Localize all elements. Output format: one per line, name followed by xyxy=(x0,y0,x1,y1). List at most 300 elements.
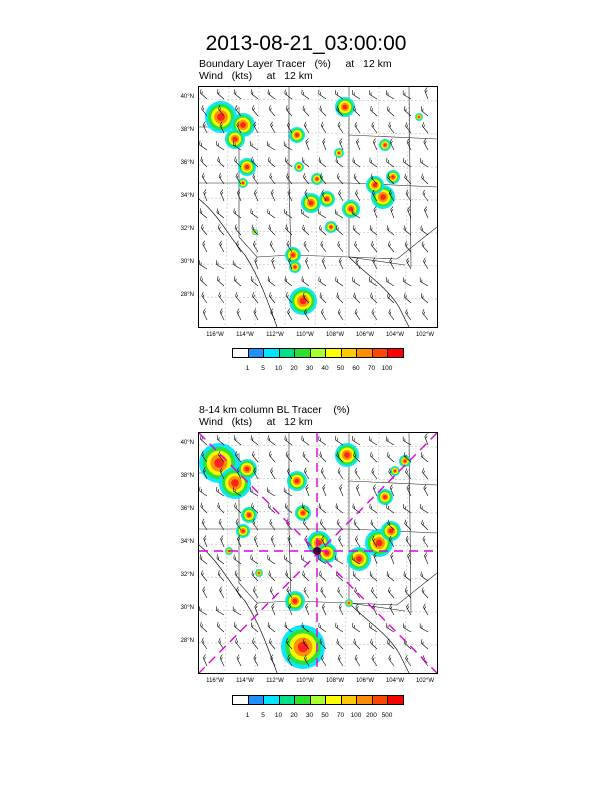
wind-barb xyxy=(369,571,380,581)
colorbar-swatch xyxy=(372,695,389,705)
wind-barb xyxy=(251,451,261,462)
wind-barb xyxy=(266,555,277,564)
wind-barb xyxy=(351,158,362,167)
tracer-plume xyxy=(390,466,400,476)
wind-barb xyxy=(337,122,346,133)
wind-barb xyxy=(371,655,380,666)
barb-shaft xyxy=(271,125,276,133)
latitude-tick-label: 36°N xyxy=(180,506,194,512)
wind-barb xyxy=(231,260,242,269)
barb-flag xyxy=(306,487,309,489)
wind-barb xyxy=(285,105,295,116)
wind-barb xyxy=(249,555,260,564)
overlay-center-marker xyxy=(313,547,321,555)
wind-barb xyxy=(419,504,430,513)
barb-flag xyxy=(402,158,406,162)
wind-barb xyxy=(232,555,243,564)
wind-barb xyxy=(216,622,227,632)
wind-barb xyxy=(235,587,244,598)
barb-shaft xyxy=(422,178,428,184)
barb-flag xyxy=(282,141,285,145)
barb-shaft xyxy=(321,125,326,133)
wind-barb xyxy=(285,173,295,184)
tracer-plume xyxy=(366,176,384,194)
barb-shaft xyxy=(374,556,377,564)
barb-shaft xyxy=(253,590,258,598)
wind-barb xyxy=(300,277,311,286)
wind-barb xyxy=(232,209,243,218)
barb-flag xyxy=(334,209,338,213)
barb-flag xyxy=(419,504,423,508)
wind-barb xyxy=(266,276,277,286)
tracer-plume xyxy=(285,247,301,263)
wind-barb xyxy=(202,309,210,320)
state-boundary xyxy=(199,183,257,257)
wind-barb xyxy=(236,655,244,666)
latitude-tick-label: 38°N xyxy=(180,127,194,133)
wind-barb xyxy=(404,309,413,320)
barb-shaft xyxy=(424,142,428,150)
barb-shaft xyxy=(285,161,292,167)
barb-shaft xyxy=(388,591,394,598)
wind-barb xyxy=(388,655,397,666)
barb-shaft xyxy=(390,261,394,269)
tracer-contour xyxy=(258,572,260,574)
coastline xyxy=(199,199,277,327)
wind-barb xyxy=(283,555,294,564)
tracer-contour xyxy=(418,116,420,118)
wind-barb xyxy=(249,89,260,99)
tracer-contour xyxy=(231,479,239,487)
barb-shaft xyxy=(251,439,258,445)
wind-barb xyxy=(203,189,210,201)
barb-shaft xyxy=(268,439,275,445)
barb-shaft xyxy=(321,471,326,479)
wind-barb xyxy=(283,436,294,445)
barb-shaft xyxy=(319,627,326,632)
barb-shaft xyxy=(420,508,428,513)
barb-shaft xyxy=(233,611,241,616)
wind-barb xyxy=(422,190,431,201)
barb-shaft xyxy=(356,142,360,150)
tracer-contour xyxy=(245,165,249,169)
wind-barb xyxy=(352,639,362,649)
barb-shaft xyxy=(389,659,394,666)
colorbar-label: 30 xyxy=(305,365,314,372)
latitude-tick-label: 28°N xyxy=(180,638,194,644)
wind-barb xyxy=(233,435,244,445)
wind-barb xyxy=(287,190,295,201)
colorbar-label: 10 xyxy=(274,365,283,372)
wind-barb xyxy=(386,639,396,649)
wind-barb xyxy=(237,190,245,201)
latitude-tick-label: 34°N xyxy=(180,539,194,545)
barb-shaft xyxy=(199,264,207,269)
barb-shaft xyxy=(353,627,360,632)
barb-shaft xyxy=(217,212,224,218)
wind-barb xyxy=(268,451,278,462)
wind-barb xyxy=(368,90,379,99)
wind-barb xyxy=(386,452,397,462)
wind-barb xyxy=(215,208,226,218)
wind-barb xyxy=(355,604,363,615)
wind-barb xyxy=(388,309,397,320)
tracer-map-top xyxy=(198,86,438,328)
wind-barb xyxy=(320,122,329,133)
barb-flag xyxy=(356,485,360,488)
wind-barb xyxy=(406,604,415,615)
wind-barb xyxy=(266,622,277,632)
wind-barb xyxy=(252,173,261,184)
wind-barb xyxy=(385,436,396,445)
barb-flag xyxy=(300,209,304,213)
wind-barb xyxy=(424,207,432,218)
barb-shaft xyxy=(269,575,275,581)
barb-shaft xyxy=(403,627,411,632)
barb-shaft xyxy=(267,491,275,496)
barb-shaft xyxy=(252,296,258,303)
barb-shaft xyxy=(339,539,344,547)
colorbar-label: 30 xyxy=(305,712,314,719)
wind-barb xyxy=(215,260,226,269)
barb-flag xyxy=(334,436,338,440)
wind-barb xyxy=(421,468,431,479)
barb-shaft xyxy=(355,193,360,201)
wind-barb xyxy=(318,106,328,116)
wind-barb xyxy=(200,570,210,581)
wind-barb xyxy=(385,225,396,235)
barb-flag xyxy=(356,139,360,142)
barb-shaft xyxy=(421,576,428,581)
barb-shaft xyxy=(217,145,224,150)
colorbar-swatch xyxy=(356,695,373,705)
wind-barb xyxy=(369,520,379,530)
barb-shaft xyxy=(202,296,207,303)
wind-barb xyxy=(233,89,244,99)
wind-barb xyxy=(336,241,345,252)
tracer-plume xyxy=(287,471,307,491)
wind-barb xyxy=(385,158,396,167)
wind-barb xyxy=(320,587,329,598)
wind-barb xyxy=(250,276,261,286)
barb-shaft xyxy=(338,245,343,252)
tracer-plume xyxy=(237,459,257,479)
barb-shaft xyxy=(355,659,360,666)
barb-shaft xyxy=(302,440,309,445)
wind-barb xyxy=(301,452,311,462)
barb-shaft xyxy=(355,313,360,320)
wind-barb xyxy=(404,655,413,666)
tracer-plume xyxy=(415,113,423,121)
barb-shaft xyxy=(404,575,411,581)
barb-shaft xyxy=(218,161,224,167)
tracer-contour xyxy=(330,226,333,229)
barb-flag xyxy=(402,623,406,627)
barb-shaft xyxy=(355,539,360,547)
wind-barb xyxy=(424,553,432,564)
barb-shaft xyxy=(304,125,309,133)
barb-shaft xyxy=(303,455,309,462)
wind-barb xyxy=(402,571,413,581)
barb-shaft xyxy=(220,590,225,598)
latitude-tick-label: 34°N xyxy=(180,193,194,199)
barb-shaft xyxy=(255,261,258,269)
barb-shaft xyxy=(254,193,258,201)
wind-barb xyxy=(351,623,362,632)
wind-barb xyxy=(199,208,209,218)
barb-shaft xyxy=(335,559,343,564)
barb-shaft xyxy=(284,146,292,151)
tracer-contour xyxy=(295,479,300,484)
barb-shaft xyxy=(421,456,428,462)
wind-barb xyxy=(266,209,277,218)
wind-barb xyxy=(370,241,380,252)
barb-shaft xyxy=(269,109,275,116)
tracer-contour xyxy=(301,511,305,515)
latitude-tick-label: 36°N xyxy=(180,160,194,166)
barb-shaft xyxy=(391,556,394,564)
barb-shaft xyxy=(389,126,394,133)
barb-shaft xyxy=(234,439,241,445)
wind-barb xyxy=(368,158,379,167)
barb-shaft xyxy=(235,228,241,235)
latitude-tick-label: 28°N xyxy=(180,292,194,298)
longitude-tick-label: 104°W xyxy=(385,678,405,684)
barb-shaft xyxy=(354,110,360,116)
barb-shaft xyxy=(204,193,207,201)
colorbar-label: 50 xyxy=(321,712,329,719)
longitude-tick-label: 102°W xyxy=(415,678,435,684)
barb-flag xyxy=(351,623,355,627)
wind-barb xyxy=(371,309,380,320)
barb-shaft xyxy=(370,110,377,116)
colorbar-swatch xyxy=(294,348,311,358)
wind-barb xyxy=(386,106,397,116)
wind-barb xyxy=(335,639,345,649)
tracer-contour xyxy=(242,182,244,184)
barb-shaft xyxy=(200,439,207,445)
barb-shaft xyxy=(386,281,394,286)
colorbar-swatch xyxy=(356,348,373,358)
barb-shaft xyxy=(339,607,343,615)
barb-shaft xyxy=(235,296,241,303)
barb-shaft xyxy=(254,658,258,666)
wind-barb xyxy=(354,468,363,479)
wind-barb xyxy=(215,554,226,564)
wind-barb xyxy=(305,258,313,269)
barb-shaft xyxy=(306,488,309,496)
longitude-tick-label: 110°W xyxy=(296,678,314,684)
barb-shaft xyxy=(336,229,343,235)
barb-shaft xyxy=(271,658,275,666)
barb-shaft xyxy=(285,559,292,564)
wind-barb xyxy=(300,436,311,445)
colorbar-label: 40 xyxy=(321,365,329,372)
wind-barb xyxy=(215,141,226,150)
barb-shaft xyxy=(370,575,377,581)
wind-barb xyxy=(283,90,294,99)
wind-barb xyxy=(199,276,209,286)
barb-shaft xyxy=(319,281,326,286)
barb-shaft xyxy=(251,93,258,99)
map-canvas xyxy=(199,433,437,673)
wind-barb xyxy=(387,587,397,598)
barb-shaft xyxy=(337,297,343,303)
wind-barb xyxy=(370,587,380,598)
tracer-contour xyxy=(343,105,348,110)
wind-barb xyxy=(318,571,328,581)
wind-barb xyxy=(424,433,431,445)
wind-barb xyxy=(403,174,413,184)
barb-shaft xyxy=(354,643,360,649)
barb-shaft xyxy=(373,142,377,150)
colorbar-swatch xyxy=(279,695,296,705)
wind-barb xyxy=(199,503,209,513)
wind-barb xyxy=(353,173,363,184)
barb-shaft xyxy=(234,626,241,632)
wind-barb xyxy=(402,225,413,235)
wind-barb xyxy=(301,225,311,235)
barb-shaft xyxy=(336,281,343,286)
wind-barb xyxy=(385,90,396,99)
longitude-tick-label: 114°W xyxy=(236,678,254,684)
wind-barb xyxy=(402,158,413,167)
longitude-tick-label: 110°W xyxy=(296,332,314,338)
wind-barb xyxy=(218,173,227,184)
barb-flag xyxy=(424,553,428,556)
barb-shaft xyxy=(406,659,411,666)
wind-barb xyxy=(270,190,278,201)
colorbar-swatch xyxy=(341,348,358,358)
barb-shaft xyxy=(320,456,326,462)
wind-barb xyxy=(236,309,244,320)
barb-shaft xyxy=(338,591,343,598)
latitude-gridline xyxy=(199,577,437,579)
barb-shaft xyxy=(237,658,241,666)
wind-barb xyxy=(418,277,429,286)
barb-shaft xyxy=(321,245,326,252)
wind-barb xyxy=(220,536,228,547)
barb-shaft xyxy=(391,210,394,218)
barb-shaft xyxy=(302,281,309,286)
wind-barb xyxy=(284,225,294,235)
wind-barb xyxy=(368,504,379,513)
barb-shaft xyxy=(219,296,224,303)
barb-shaft xyxy=(251,280,258,286)
barb-flag xyxy=(271,603,275,606)
barb-flag xyxy=(305,138,309,141)
barb-shaft xyxy=(387,643,394,649)
tracer-plume xyxy=(238,178,248,188)
wind-barb xyxy=(199,554,209,564)
wind-barb xyxy=(219,309,227,320)
wind-barb xyxy=(403,520,413,530)
wind-barb xyxy=(387,241,397,252)
tracer-contour xyxy=(384,144,387,147)
barb-flag xyxy=(334,623,338,627)
barb-flag xyxy=(322,484,326,487)
tracer-plume xyxy=(255,569,263,577)
wind-barb xyxy=(353,519,363,530)
barb-shaft xyxy=(254,125,258,133)
barb-shaft xyxy=(371,643,377,649)
barb-shaft xyxy=(321,658,326,666)
barb-flag xyxy=(283,555,287,559)
barb-flag xyxy=(339,139,343,142)
wind-barb xyxy=(369,225,380,235)
barb-shaft xyxy=(218,507,224,513)
wind-barb xyxy=(351,436,362,445)
tracer-contour xyxy=(240,122,246,128)
tracer-contour xyxy=(217,113,225,121)
wind-barb xyxy=(270,468,279,479)
tracer-map-bottom xyxy=(198,432,438,674)
wind-barb xyxy=(317,503,328,513)
tracer-contour xyxy=(338,152,340,154)
barb-shaft xyxy=(272,607,275,615)
barb-shaft xyxy=(336,440,343,445)
colorbar-label: 70 xyxy=(367,365,376,372)
wind-barb xyxy=(334,623,345,632)
barb-shaft xyxy=(424,210,428,218)
wind-barb xyxy=(216,89,227,99)
barb-flag xyxy=(231,606,234,610)
barb-shaft xyxy=(269,455,275,462)
barb-flag xyxy=(374,209,377,211)
barb-shaft xyxy=(407,261,412,269)
barb-shaft xyxy=(373,261,377,269)
wind-barb xyxy=(266,141,277,150)
barb-shaft xyxy=(254,312,258,320)
wind-barb xyxy=(420,520,430,530)
wind-barb xyxy=(334,157,345,167)
wind-barb xyxy=(268,519,277,530)
wind-barb xyxy=(339,485,347,496)
tracer-contour xyxy=(394,470,396,472)
tracer-contour xyxy=(344,452,350,458)
barb-flag xyxy=(266,555,270,559)
latitude-tick-label: 40°N xyxy=(180,94,194,100)
barb-shaft xyxy=(369,94,377,99)
barb-shaft xyxy=(203,312,207,320)
coastline xyxy=(199,545,277,673)
colorbar-label: 100 xyxy=(381,365,393,372)
barb-shaft xyxy=(269,296,275,303)
wind-barb xyxy=(270,122,279,133)
barb-shaft xyxy=(285,213,292,218)
wind-barb xyxy=(199,622,209,632)
barb-shaft xyxy=(201,574,207,581)
barb-shaft xyxy=(217,93,224,99)
wind-barb xyxy=(252,587,261,598)
barb-shaft xyxy=(303,109,309,116)
barb-shaft xyxy=(284,492,292,497)
barb-shaft xyxy=(320,296,326,303)
barb-shaft xyxy=(269,229,275,235)
barb-shaft xyxy=(353,229,360,235)
wind-barb xyxy=(317,90,328,99)
barb-shaft xyxy=(254,539,258,547)
barb-flag xyxy=(425,436,428,438)
barb-flag xyxy=(266,141,270,145)
barb-flag xyxy=(351,436,355,440)
barb-flag xyxy=(368,90,372,94)
barb-flag xyxy=(317,90,321,94)
barb-flag xyxy=(418,277,421,281)
wind-barb xyxy=(218,519,227,530)
barb-shaft xyxy=(202,642,207,649)
barb-flag xyxy=(203,189,207,192)
